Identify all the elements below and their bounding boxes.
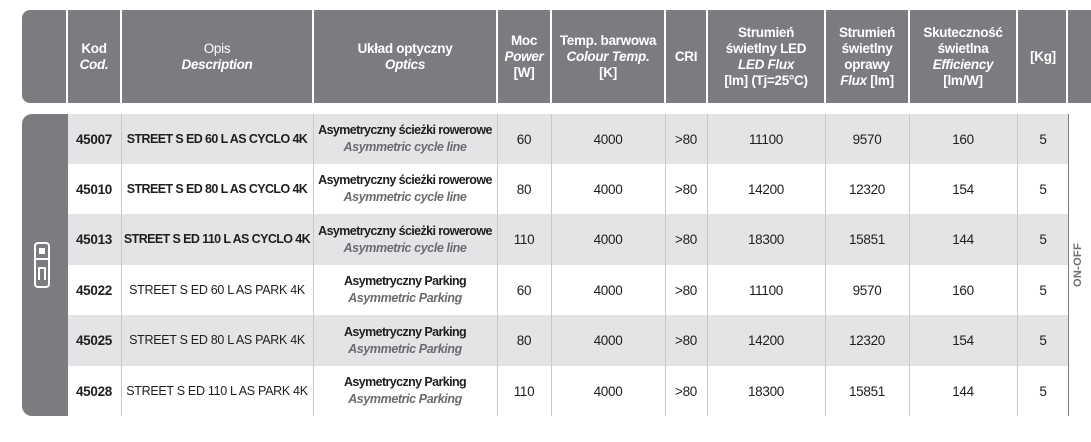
on-off-label: ON-OFF — [1072, 243, 1084, 287]
column-divider — [825, 265, 826, 315]
cell-led-flux: 18300 — [747, 383, 785, 399]
header-led-flux-pl1: Strumień — [737, 24, 795, 40]
column-divider — [121, 164, 122, 214]
cell-fixture-flux: 15851 — [848, 232, 886, 247]
column-divider — [909, 114, 910, 164]
cell-led-flux: 14200 — [747, 181, 785, 197]
cell-desc: STREET S ED 80 L AS PARK 4K — [129, 333, 305, 347]
header-divider — [312, 10, 314, 103]
cell-cri: >80 — [675, 282, 697, 298]
cell-weight: 5 — [1039, 232, 1047, 247]
column-divider — [665, 366, 666, 416]
header-weight — [1018, 10, 1068, 103]
cell-optics — [314, 214, 496, 265]
column-divider — [665, 265, 666, 315]
cell-power: 110 — [513, 383, 535, 399]
cell-fixture-flux: 9570 — [852, 131, 882, 147]
header-divider — [908, 10, 910, 103]
cell-code: 45022 — [75, 282, 113, 298]
column-divider — [707, 164, 708, 214]
header-fixture-flux-pl2: świetlny — [841, 40, 893, 56]
cell-weight: 5 — [1039, 383, 1047, 399]
cell-optics — [314, 315, 496, 366]
cell-weight: 5 — [1039, 181, 1047, 197]
cell-fixture-flux: 15851 — [848, 383, 886, 399]
column-divider — [707, 214, 708, 265]
column-divider — [551, 214, 552, 265]
cell-led-flux: 11100 — [748, 131, 784, 147]
header-fixture-flux-pl1: Strumień — [838, 24, 896, 40]
optics-pl-text: Asymetryczny ścieżki rowerowe — [318, 223, 492, 238]
cell-efficiency: 160 — [952, 131, 974, 147]
column-divider — [1017, 114, 1018, 164]
cell-efficiency: 160 — [952, 282, 974, 298]
header-fixture-flux-en-unit — [840, 73, 894, 89]
header-divider — [496, 10, 498, 103]
cell-optics — [314, 265, 496, 315]
cell-led-flux: 18300 — [747, 232, 785, 247]
column-divider — [1017, 366, 1018, 416]
cell-desc: STREET S ED 80 L AS CYCLO 4K — [126, 181, 308, 196]
column-divider — [665, 164, 666, 214]
cell-fixture-flux: 12320 — [848, 181, 886, 197]
column-divider — [497, 366, 498, 416]
cell-optics — [314, 164, 496, 214]
on-off-label-wrap — [1068, 114, 1088, 416]
header-power-en: Power — [504, 48, 544, 64]
column-divider — [313, 164, 314, 214]
cell-efficiency: 144 — [952, 232, 974, 247]
header-efficiency-pl2: świetlna — [937, 40, 989, 56]
header-optics-en: Optics — [384, 56, 426, 72]
column-divider — [707, 315, 708, 366]
cell-efficiency: 144 — [952, 383, 974, 399]
header-efficiency — [910, 10, 1016, 103]
header-optics — [314, 10, 496, 103]
column-divider — [497, 114, 498, 164]
cell-temp: 4000 — [593, 383, 623, 399]
cell-power: 60 — [516, 282, 532, 298]
column-divider — [497, 214, 498, 265]
header-description-pl: Opis — [203, 40, 231, 56]
optics-en-text: Asymmetric cycle line — [343, 240, 467, 255]
column-divider — [121, 114, 122, 164]
cell-desc: STREET S ED 60 L AS PARK 4K — [129, 282, 305, 297]
header-divider — [1066, 10, 1068, 103]
header-led-flux-en: LED Flux — [737, 56, 795, 72]
cell-code: 45010 — [75, 181, 113, 197]
cell-efficiency: 154 — [952, 181, 974, 197]
column-divider — [551, 315, 552, 366]
optics-en-text: Asymmetric Parking — [348, 341, 462, 356]
column-divider — [121, 315, 122, 366]
column-divider — [825, 214, 826, 265]
column-divider — [665, 315, 666, 366]
header-cri-pl: CRI — [674, 48, 698, 64]
header-colour-temp — [552, 10, 664, 103]
column-divider — [825, 114, 826, 164]
cell-optics — [314, 114, 496, 164]
header-divider — [824, 10, 826, 103]
column-divider — [313, 265, 314, 315]
header-temp-unit: [K] — [599, 64, 617, 80]
header-description — [122, 10, 312, 103]
cell-desc: STREET S ED 60 L AS CYCLO 4K — [126, 131, 308, 146]
cell-weight: 5 — [1039, 131, 1047, 147]
cell-weight: 5 — [1039, 333, 1047, 348]
column-divider — [121, 366, 122, 416]
column-divider — [909, 265, 910, 315]
header-temp-en: Colour Temp. — [566, 48, 650, 64]
optics-pl-text: Asymetryczny ścieżki rowerowe — [318, 173, 492, 187]
column-divider — [313, 214, 314, 265]
header-power-unit: [W] — [513, 64, 535, 80]
column-divider — [1017, 214, 1018, 265]
table-row — [68, 114, 1068, 164]
cell-led-flux: 14200 — [747, 333, 785, 348]
header-divider — [66, 10, 68, 103]
cell-power: 110 — [513, 232, 535, 247]
column-divider — [909, 366, 910, 416]
header-fixture-flux-pl3: oprawy — [844, 56, 890, 72]
column-divider — [707, 366, 708, 416]
cell-desc: STREET S ED 110 L AS CYCLO 4K — [123, 232, 311, 246]
header-cri — [666, 10, 706, 103]
column-divider — [825, 366, 826, 416]
column-divider — [825, 164, 826, 214]
column-divider — [121, 265, 122, 315]
header-divider — [706, 10, 708, 103]
header-temp-pl: Temp. barwowa — [559, 32, 657, 48]
plug-icon — [34, 242, 50, 288]
column-divider — [313, 315, 314, 366]
table-row — [68, 164, 1068, 214]
cell-temp: 4000 — [593, 333, 623, 348]
cell-code: 45007 — [75, 131, 113, 147]
column-divider — [665, 114, 666, 164]
header-fixture-flux — [826, 10, 908, 103]
column-divider — [121, 214, 122, 265]
header-weight-unit: [Kg] — [1030, 48, 1056, 64]
header-divider — [1016, 10, 1018, 103]
cell-cri: >80 — [675, 232, 697, 247]
header-power-pl: Moc — [510, 32, 538, 48]
cell-fixture-flux: 12320 — [848, 333, 886, 348]
table-row — [68, 366, 1068, 416]
optics-en-text: Asymmetric cycle line — [343, 140, 467, 154]
column-divider — [551, 114, 552, 164]
header-divider — [550, 10, 552, 103]
header-fixture-flux-unit: [lm] — [870, 72, 894, 88]
column-divider — [909, 315, 910, 366]
optics-pl-text: Asymetryczny ścieżki rowerowe — [318, 123, 492, 137]
header-code — [68, 10, 120, 103]
header-description-en: Description — [181, 56, 253, 72]
cell-cri: >80 — [675, 333, 697, 348]
column-divider — [665, 214, 666, 265]
column-divider — [707, 114, 708, 164]
column-divider — [1017, 315, 1018, 366]
cell-temp: 4000 — [593, 131, 623, 147]
cell-led-flux: 11100 — [748, 282, 784, 298]
optics-en-text: Asymmetric cycle line — [343, 190, 467, 204]
column-divider — [551, 265, 552, 315]
header-efficiency-unit: [lm/W] — [943, 72, 983, 88]
column-divider — [825, 315, 826, 366]
column-divider — [1017, 265, 1018, 315]
header-code-pl: Kod — [81, 40, 107, 56]
cell-power: 80 — [516, 333, 532, 348]
column-divider — [497, 164, 498, 214]
optics-en-text: Asymmetric Parking — [348, 392, 462, 406]
column-divider — [313, 366, 314, 416]
header-code-en: Cod. — [79, 56, 109, 72]
header-efficiency-pl1: Skuteczność — [923, 24, 1003, 40]
header-fixture-flux-en: Flux — [840, 72, 867, 88]
column-divider — [497, 315, 498, 366]
cell-temp: 4000 — [593, 232, 623, 247]
cell-efficiency: 154 — [952, 333, 974, 348]
cell-cri: >80 — [675, 131, 697, 147]
header-led-flux — [708, 10, 824, 103]
column-divider — [313, 114, 314, 164]
optics-pl-text: Asymetryczny Parking — [343, 375, 467, 389]
table-row — [68, 214, 1068, 265]
optics-pl-text: Asymetryczny Parking — [343, 324, 467, 339]
column-divider — [1017, 164, 1018, 214]
column-divider — [497, 265, 498, 315]
cell-code: 45028 — [75, 383, 113, 399]
optics-en-text: Asymmetric Parking — [348, 291, 462, 305]
column-divider — [551, 366, 552, 416]
cell-power: 80 — [516, 181, 532, 197]
header-optics-pl: Układ optyczny — [357, 40, 453, 56]
cell-cri: >80 — [675, 383, 697, 399]
cell-code: 45025 — [75, 333, 113, 348]
header-led-flux-unit: [lm] (Tj=25°C) — [724, 72, 808, 88]
header-divider — [120, 10, 122, 103]
column-divider — [551, 164, 552, 214]
cell-optics — [314, 366, 496, 416]
header-power — [498, 10, 550, 103]
cell-temp: 4000 — [593, 282, 623, 298]
cell-fixture-flux: 9570 — [852, 282, 882, 298]
column-divider — [909, 164, 910, 214]
cell-temp: 4000 — [593, 181, 623, 197]
header-led-flux-pl2: świetlny LED — [725, 40, 807, 56]
cell-code: 45013 — [75, 232, 113, 247]
table-row — [68, 315, 1068, 366]
column-divider — [909, 214, 910, 265]
cell-power: 60 — [516, 131, 532, 147]
header-divider — [664, 10, 666, 103]
cell-weight: 5 — [1039, 282, 1047, 298]
column-divider — [707, 265, 708, 315]
header-efficiency-en: Efficiency — [932, 56, 994, 72]
cell-desc: STREET S ED 110 L AS PARK 4K — [126, 383, 308, 398]
cell-cri: >80 — [675, 181, 697, 197]
optics-pl-text: Asymetryczny Parking — [343, 274, 467, 288]
table-row — [68, 265, 1068, 315]
